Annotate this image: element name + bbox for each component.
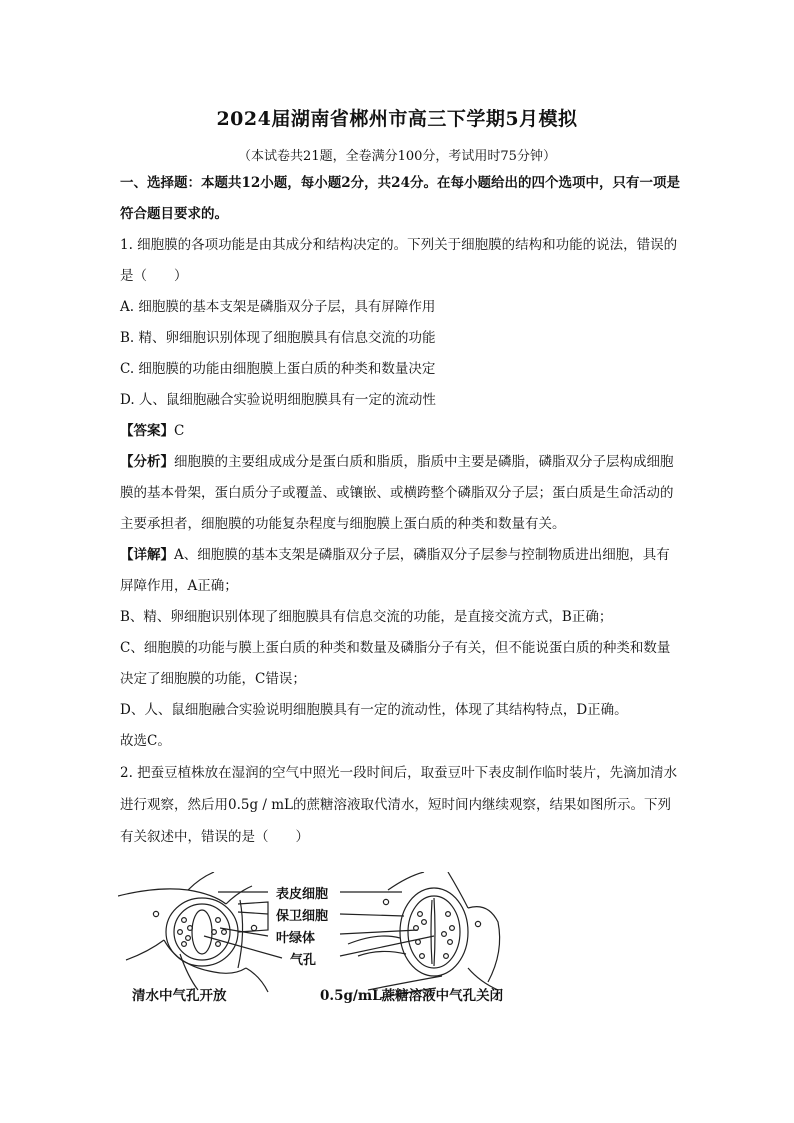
detail-paragraph-c: C、细胞膜的功能与膜上蛋白质的种类和数量及磷脂分子有关，但不能说蛋白质的种类和数量决定了细胞膜的功能，C错误；: [120, 640, 671, 687]
page-title: 2024届湖南省郴州市高三下学期5月模拟: [216, 108, 578, 130]
analysis-tag: 【分析】: [120, 454, 174, 470]
analysis-paragraph: [120, 447, 680, 540]
question-2-stem: 2. 把蚕豆植株放在湿润的空气中照光一段时间后，取蚕豆叶下表皮制作临时装片，先滴加清水进行观察，然后用0.5g / mL的蔗糖溶液取代清水，短时间内继续观察，结果如图所示。下列有关叙述中，错误的是（ ）: [120, 765, 678, 845]
answer-tag: 【答案】: [120, 423, 174, 439]
section-heading: 一、选择题：本题共12小题，每小题2分，共24分。在每小题给出的四个选项中，只有一项是符合题目要求的。: [120, 175, 680, 222]
detail-tag: 【详解】: [120, 547, 174, 563]
question-1-stem: 1. 细胞膜的各项功能是由其成分和结构决定的。下列关于细胞膜的结构和功能的说法，错误的是（ ）: [120, 237, 678, 284]
question-1-option-d: D. 人、鼠细胞融合实验说明细胞膜具有一定的流动性: [120, 392, 436, 408]
caption-open-stoma: 清水中气孔开放: [132, 988, 227, 1004]
question-1-option-b: B. 精、卵细胞识别体现了细胞膜具有信息交流的功能: [120, 330, 436, 346]
detail-a-text: A、细胞膜的基本支架是磷脂双分子层，磷脂双分子层参与控制物质进出细胞，具有屏障作用，A正确；: [120, 547, 670, 594]
detail-paragraph-d: D、人、鼠细胞融合实验说明细胞膜具有一定的流动性，体现了其结构特点，D正确。: [120, 702, 628, 718]
caption-closed-stoma: 0.5g/mL蔗糖溶液中气孔关闭: [320, 988, 504, 1004]
exam-content: [120, 168, 680, 853]
detail-paragraph-a: [120, 540, 680, 602]
label-epidermal-cell: 表皮细胞: [276, 887, 329, 902]
detail-paragraph-b: B、精、卵细胞识别体现了细胞膜具有信息交流的功能，是直接交流方式，B正确；: [120, 609, 613, 625]
stomata-figure: [118, 872, 538, 1012]
label-stoma: 气孔: [290, 953, 317, 968]
answer-line: [120, 416, 680, 447]
question-1-option-a: A. 细胞膜的基本支架是磷脂双分子层，具有屏障作用: [120, 299, 436, 315]
label-guard-cell: 保卫细胞: [276, 909, 329, 924]
exam-subtitle: （本试卷共21题，全卷满分100分，考试用时75分钟）: [238, 149, 556, 164]
analysis-text: 细胞膜的主要组成成分是蛋白质和脂质，脂质中主要是磷脂，磷脂双分子层构成细胞膜的基本骨架，蛋白质分子或覆盖、或镶嵌、或横跨整个磷脂双分子层；蛋白质是生命活动的主要承担者，细胞膜的功能复杂程度与细胞膜上蛋白质的种类和数量有关。: [120, 454, 674, 532]
question-1-option-c: C. 细胞膜的功能由细胞膜上蛋白质的种类和数量决定: [120, 361, 436, 377]
conclusion: 故选C。: [120, 733, 171, 749]
label-chloroplast: 叶绿体: [276, 931, 316, 946]
answer-value: C: [174, 423, 185, 439]
